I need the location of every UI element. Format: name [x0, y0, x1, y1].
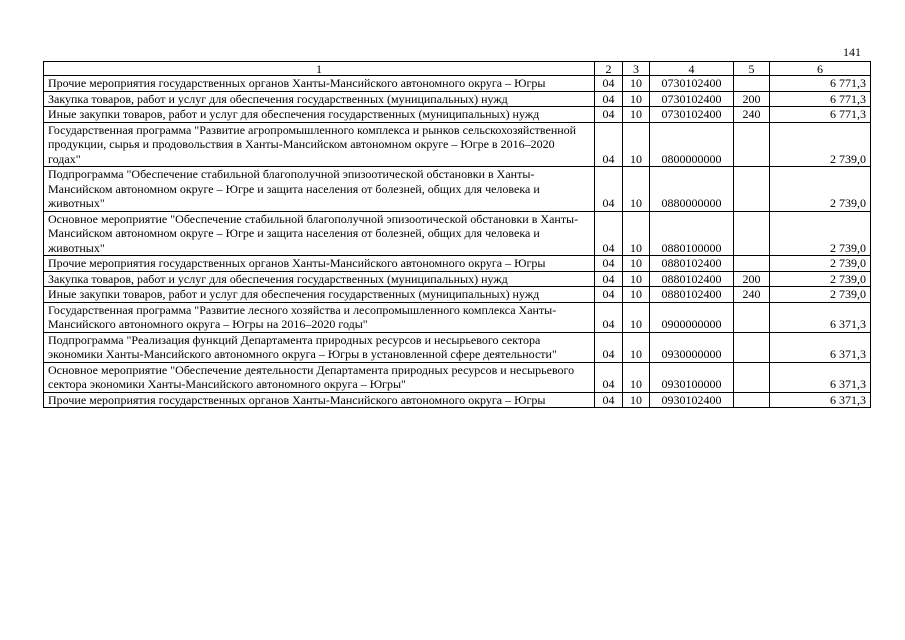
section-code: 04 [595, 107, 623, 123]
section-code: 04 [595, 332, 623, 362]
subsection-code: 10 [623, 107, 650, 123]
expense-type-code: 200 [734, 91, 770, 107]
target-article-code: 0730102400 [650, 76, 734, 92]
expense-type-code: 200 [734, 271, 770, 287]
row-description: Подпрограмма "Реализация функций Департамента природных ресурсов и несырьевого сектора экономики Ханты-Мансийского автономного округа – Югры в установленной сфере деятельности" [44, 332, 595, 362]
amount: 2 739,0 [770, 211, 871, 256]
table-row [44, 392, 871, 408]
section-code: 04 [595, 271, 623, 287]
expense-type-code [734, 302, 770, 332]
section-code: 04 [595, 392, 623, 408]
amount: 2 739,0 [770, 287, 871, 303]
table-row [44, 287, 871, 303]
subsection-code: 10 [623, 271, 650, 287]
amount: 2 739,0 [770, 122, 871, 167]
row-description: Иные закупки товаров, работ и услуг для обеспечения государственных (муниципальных) нужд [44, 107, 595, 123]
section-code: 04 [595, 256, 623, 272]
target-article-code: 0880102400 [650, 287, 734, 303]
amount: 6 771,3 [770, 76, 871, 92]
expense-type-code [734, 122, 770, 167]
amount: 6 371,3 [770, 302, 871, 332]
row-description: Закупка товаров, работ и услуг для обеспечения государственных (муниципальных) нужд [44, 91, 595, 107]
subsection-code: 10 [623, 91, 650, 107]
row-description: Иные закупки товаров, работ и услуг для обеспечения государственных (муниципальных) нужд [44, 287, 595, 303]
row-description: Государственная программа "Развитие лесного хозяйства и лесопромышленного комплекса Ханты-Мансийского автономного округа – Югры на 2016–2020 годы" [44, 302, 595, 332]
target-article-code: 0900000000 [650, 302, 734, 332]
row-description: Прочие мероприятия государственных органов Ханты-Мансийского автономного округа – Югры [44, 392, 595, 408]
target-article-code: 0930000000 [650, 332, 734, 362]
budget-table [43, 61, 871, 408]
subsection-code: 10 [623, 122, 650, 167]
section-code: 04 [595, 302, 623, 332]
table-row [44, 302, 871, 332]
subsection-code: 10 [623, 256, 650, 272]
header-cell: 5 [734, 62, 770, 76]
header-cell: 6 [770, 62, 871, 76]
target-article-code: 0880102400 [650, 256, 734, 272]
target-article-code: 0880102400 [650, 271, 734, 287]
subsection-code: 10 [623, 167, 650, 212]
amount: 6 371,3 [770, 332, 871, 362]
amount: 6 371,3 [770, 362, 871, 392]
header-cell: 1 [44, 62, 595, 76]
amount: 6 771,3 [770, 91, 871, 107]
section-code: 04 [595, 76, 623, 92]
subsection-code: 10 [623, 302, 650, 332]
header-cell: 3 [623, 62, 650, 76]
table-row [44, 107, 871, 123]
subsection-code: 10 [623, 211, 650, 256]
expense-type-code [734, 256, 770, 272]
target-article-code: 0730102400 [650, 91, 734, 107]
header-cell: 2 [595, 62, 623, 76]
section-code: 04 [595, 122, 623, 167]
amount: 2 739,0 [770, 167, 871, 212]
subsection-code: 10 [623, 76, 650, 92]
header-cell: 4 [650, 62, 734, 76]
expense-type-code [734, 76, 770, 92]
section-code: 04 [595, 91, 623, 107]
subsection-code: 10 [623, 287, 650, 303]
row-description: Подпрограмма "Обеспечение стабильной благополучной эпизоотической обстановки в Ханты-Мансийском автономном округе – Югре и защита населения от болезней, общих для человека и животных" [44, 167, 595, 212]
expense-type-code [734, 211, 770, 256]
section-code: 04 [595, 167, 623, 212]
target-article-code: 0930100000 [650, 362, 734, 392]
expense-type-code [734, 167, 770, 212]
table-row [44, 211, 871, 256]
row-description: Прочие мероприятия государственных органов Ханты-Мансийского автономного округа – Югры [44, 76, 595, 92]
table-row [44, 91, 871, 107]
amount: 2 739,0 [770, 271, 871, 287]
row-description: Основное мероприятие "Обеспечение стабильной благополучной эпизоотической обстановки в Ханты-Мансийском автономном округе – Югре и защита населения от болезней, общих для человека и животных" [44, 211, 595, 256]
row-description: Основное мероприятие "Обеспечение деятельности Департамента природных ресурсов и несырьевого сектора экономики Ханты-Мансийского автономного округа – Югры" [44, 362, 595, 392]
target-article-code: 0880000000 [650, 167, 734, 212]
subsection-code: 10 [623, 392, 650, 408]
amount: 6 371,3 [770, 392, 871, 408]
expense-type-code [734, 332, 770, 362]
page-number: 141 [843, 45, 861, 59]
table-row [44, 362, 871, 392]
table-row [44, 76, 871, 92]
section-code: 04 [595, 362, 623, 392]
table-row [44, 271, 871, 287]
amount: 6 771,3 [770, 107, 871, 123]
table-row [44, 256, 871, 272]
expense-type-code: 240 [734, 287, 770, 303]
table-header-row [44, 62, 871, 76]
subsection-code: 10 [623, 332, 650, 362]
expense-type-code: 240 [734, 107, 770, 123]
table-row [44, 122, 871, 167]
expense-type-code [734, 362, 770, 392]
table-body [44, 76, 871, 408]
target-article-code: 0880100000 [650, 211, 734, 256]
target-article-code: 0800000000 [650, 122, 734, 167]
target-article-code: 0930102400 [650, 392, 734, 408]
subsection-code: 10 [623, 362, 650, 392]
section-code: 04 [595, 287, 623, 303]
amount: 2 739,0 [770, 256, 871, 272]
table-row [44, 332, 871, 362]
expense-type-code [734, 392, 770, 408]
section-code: 04 [595, 211, 623, 256]
row-description: Государственная программа "Развитие агропромышленного комплекса и рынков сельскохозяйственной продукции, сырья и продовольствия в Ханты-Мансийском автономном округе – Югре в 2016–2020 годах" [44, 122, 595, 167]
row-description: Закупка товаров, работ и услуг для обеспечения государственных (муниципальных) нужд [44, 271, 595, 287]
row-description: Прочие мероприятия государственных органов Ханты-Мансийского автономного округа – Югры [44, 256, 595, 272]
target-article-code: 0730102400 [650, 107, 734, 123]
table-row [44, 167, 871, 212]
